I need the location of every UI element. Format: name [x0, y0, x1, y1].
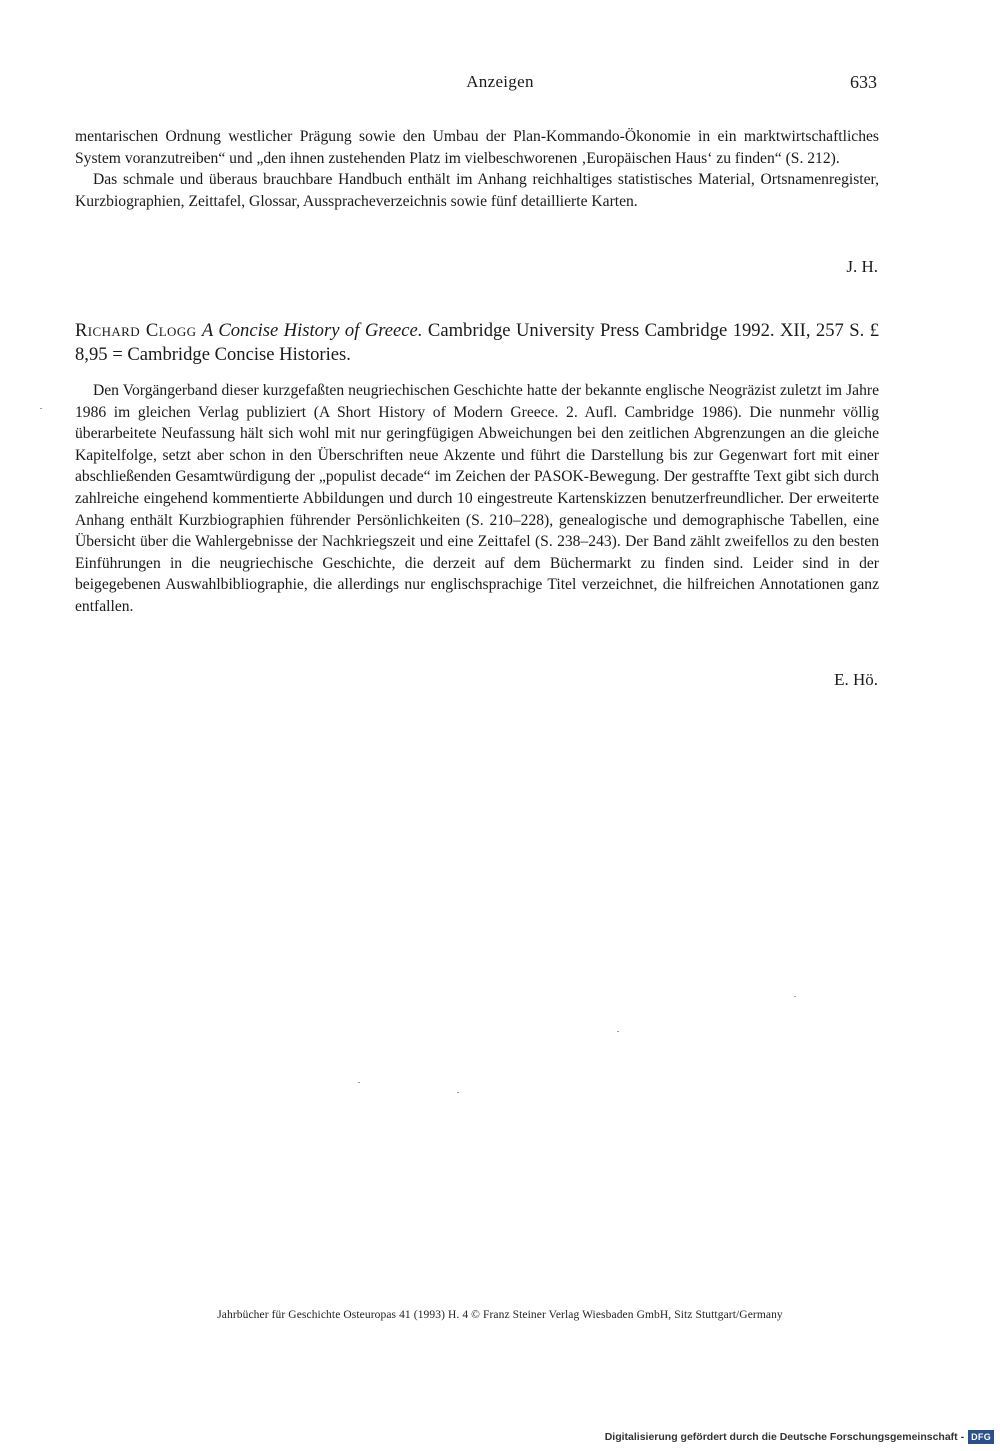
- digitization-banner: [605, 1429, 994, 1445]
- book-citation: [75, 319, 879, 367]
- scan-speck: [40, 408, 42, 409]
- reviewer-signature-jh: J. H.: [846, 257, 878, 276]
- dfg-logo-icon: DFG: [968, 1430, 994, 1444]
- footer-imprint: Jahrbücher für Geschichte Osteuropas 41 (1993) H. 4 © Franz Steiner Verlag Wiesbaden GmbH, Sitz Stuttgart/Germany: [217, 1309, 783, 1321]
- book-publisher: Cambridge University Press Cambridge 1992. XII, 257 S. £ 8,95 = Cambridge Concise Histories.: [75, 320, 879, 365]
- review-continuation: [75, 126, 879, 212]
- book-title: A Concise History of Greece.: [201, 320, 423, 341]
- reviewer-signature-eh: E. Hö.: [834, 670, 878, 689]
- scan-speck: [617, 1031, 619, 1032]
- scan-speck: [457, 1092, 459, 1093]
- running-head: [0, 72, 1000, 98]
- scan-speck: [358, 1082, 360, 1083]
- review-body: [75, 380, 879, 618]
- review-body-paragraph: Den Vorgängerband dieser kurzgefaßten neugriechischen Geschichte hatte der bekannte englische Neogräzist zuletzt im Jahre 1986 im gleichen Verlag publiziert (A Short History of Modern Greece. 2. Aufl. Cambridge 1986). Die nunmehr völlig überarbeitete Neufassung hält sich wohl mit nur geringfügigen Abweichungen bei den zeitlichen Abgrenzungen an die gleiche Kapitelfolge, setzt aber schon in den Überschriften neue Akzente und führt die Darstellung bis zur Gegenwart fort mit einer abschließenden Gesamtwürdigung der „populist decade“ im Zeichen der PASOK-Bewegung. Der gestraffte Text gibt sich durch zahlreiche eingehend kommentierte Abbildungen und durch 10 eingestreute Kartenskizzen benutzerfreundlicher. Der erweiterte Anhang enthält Kurzbiographien führender Persönlichkeiten (S. 210–228), genealogische und demographische Tabellen, eine Übersicht über die Wahlergebnisse der Nachkriegszeit und eine Zeittafel (S. 238–243). Der Band zählt zweifellos zu den besten Einführungen in die neugriechische Geschichte, die derzeit auf dem Büchermarkt zu finden sind. Leider sind in der beigegebenen Auswahlbibliographie, die allerdings nur englischsprachige Titel verzeichnet, die hilfreichen Annotationen ganz entfallen.: [75, 382, 879, 615]
- page-number: 633: [850, 72, 877, 92]
- review-continuation-paragraph-2: Das schmale und überaus brauchbare Handbuch enthält im Anhang reichhaltiges statistisches Material, Ortsnamenregister, Kurzbiographien, Zeittafel, Glossar, Ausspracheverzeichnis sowie fünf detaillierte Karten.: [75, 171, 879, 210]
- scan-speck: [794, 996, 796, 997]
- review-continuation-paragraph: mentarischen Ordnung westlicher Prägung sowie den Umbau der Plan-Kommando-Ökonomie in ein marktwirtschaftliches System voranzutreiben“ und „den ihnen zustehenden Platz im vielbeschworenen ‚Europäischen Haus‘ zu finden“ (S. 212).: [75, 128, 879, 167]
- section-title: Anzeigen: [466, 72, 534, 91]
- digitization-banner-text: Digitalisierung gefördert durch die Deutsche Forschungsgemeinschaft -: [604, 1431, 965, 1443]
- book-author: Richard Clogg: [75, 320, 197, 341]
